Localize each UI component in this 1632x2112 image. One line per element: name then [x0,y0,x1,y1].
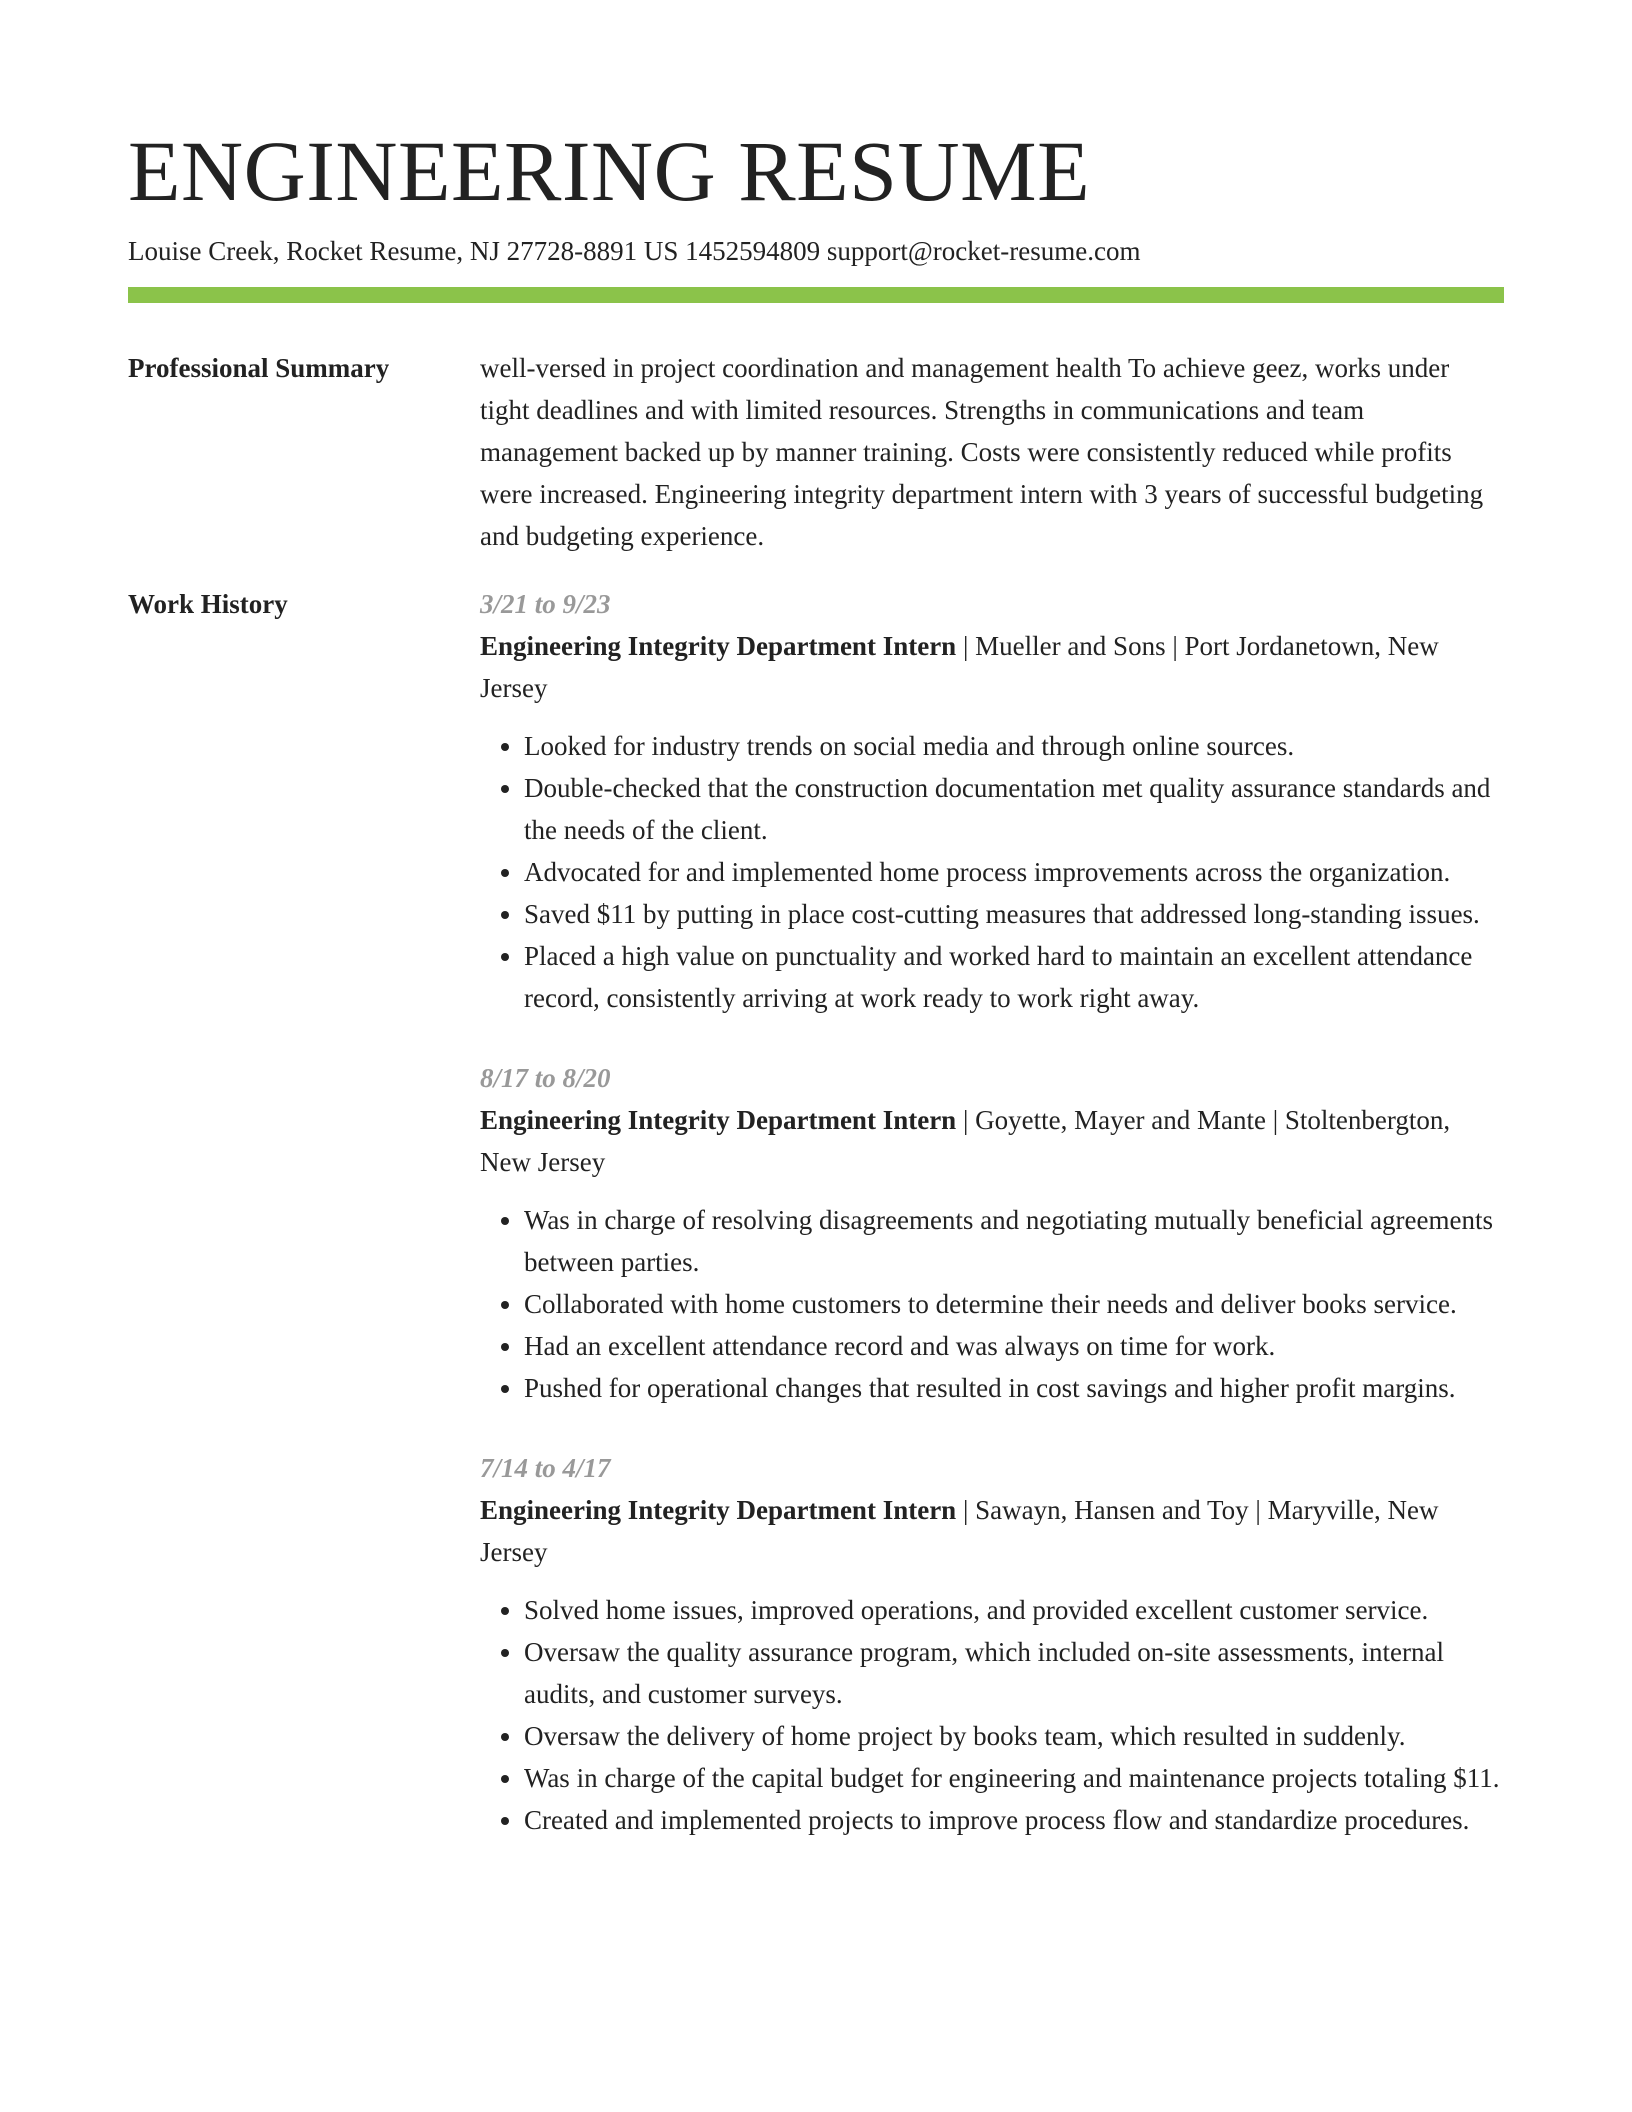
job-dates: 8/17 to 8/20 [480,1063,611,1093]
job-bullet: • Placed a high value on punctuality and worked hard to maintain an excellent attendance record, consistently arriving at work ready to work right away. [524,935,1504,1019]
job-header [480,1489,1504,1573]
job-title: Engineering Integrity Department Intern [480,1495,957,1525]
job-bullet: • Looked for industry trends on social media and through online sources. [524,725,1504,767]
work-history-body [480,583,1504,1841]
job-title: Engineering Integrity Department Intern [480,631,957,661]
job-employer-location: | Goyette, Mayer and Mante | Stoltenbergton, New Jersey [480,1105,1451,1177]
job-entry [480,1447,1504,1841]
resume-page [128,118,1504,1841]
job-employer-location: | Mueller and Sons | Port Jordanetown, New Jersey [480,631,1439,703]
contact-line: Louise Creek, Rocket Resume, NJ 27728-8891 US 1452594809 support@rocket-resume.com [128,236,1141,266]
job-bullet-list [480,1199,1504,1409]
summary-body [480,347,1504,557]
job-bullet: • Advocated for and implemented home process improvements across the organization. [524,851,1504,893]
job-bullet: • Pushed for operational changes that resulted in cost savings and higher profit margins. [524,1367,1504,1409]
job-bullet: • Saved $11 by putting in place cost-cutting measures that addressed long-standing issues. [524,893,1504,935]
job-bullet-list [480,725,1504,1019]
job-entry [480,1057,1504,1409]
job-dates: 7/14 to 4/17 [480,1453,611,1483]
work-history-section [128,583,1504,1841]
job-bullet: • Was in charge of the capital budget for engineering and maintenance projects totaling $11. [524,1757,1504,1799]
job-title: Engineering Integrity Department Intern [480,1105,957,1135]
job-bullet: • Double-checked that the construction documentation met quality assurance standards and the needs of the client. [524,767,1504,851]
job-bullet: • Was in charge of resolving disagreements and negotiating mutually beneficial agreements between parties. [524,1199,1504,1283]
job-bullet: • Solved home issues, improved operations, and provided excellent customer service. [524,1589,1504,1631]
job-entry [480,583,1504,1019]
section-label-work-history: Work History [128,589,288,619]
summary-text: well-versed in project coordination and management health To achieve geez, works under tight deadlines and with limited resources. Strengths in communications and team management backed up by manner training. Costs were consistently reduced while profits were increased. Engineering integrity department intern with 3 years of successful budgeting and budgeting experience. [480,353,1484,551]
job-bullet: • Created and implemented projects to improve process flow and standardize procedures. [524,1799,1504,1841]
section-label-summary: Professional Summary [128,353,390,383]
job-bullet: • Oversaw the quality assurance program, which included on-site assessments, internal audits, and customer surveys. [524,1631,1504,1715]
header-divider [128,287,1504,303]
job-bullet: • Collaborated with home customers to determine their needs and deliver books service. [524,1283,1504,1325]
job-bullet-list [480,1589,1504,1841]
professional-summary-section [128,347,1504,557]
job-header [480,1099,1504,1183]
resume-title: ENGINEERING RESUME [128,123,1091,219]
job-dates: 3/21 to 9/23 [480,589,611,619]
job-bullet: • Oversaw the delivery of home project by books team, which resulted in suddenly. [524,1715,1504,1757]
job-bullet: • Had an excellent attendance record and was always on time for work. [524,1325,1504,1367]
job-employer-location: | Sawayn, Hansen and Toy | Maryville, New Jersey [480,1495,1439,1567]
job-header [480,625,1504,709]
